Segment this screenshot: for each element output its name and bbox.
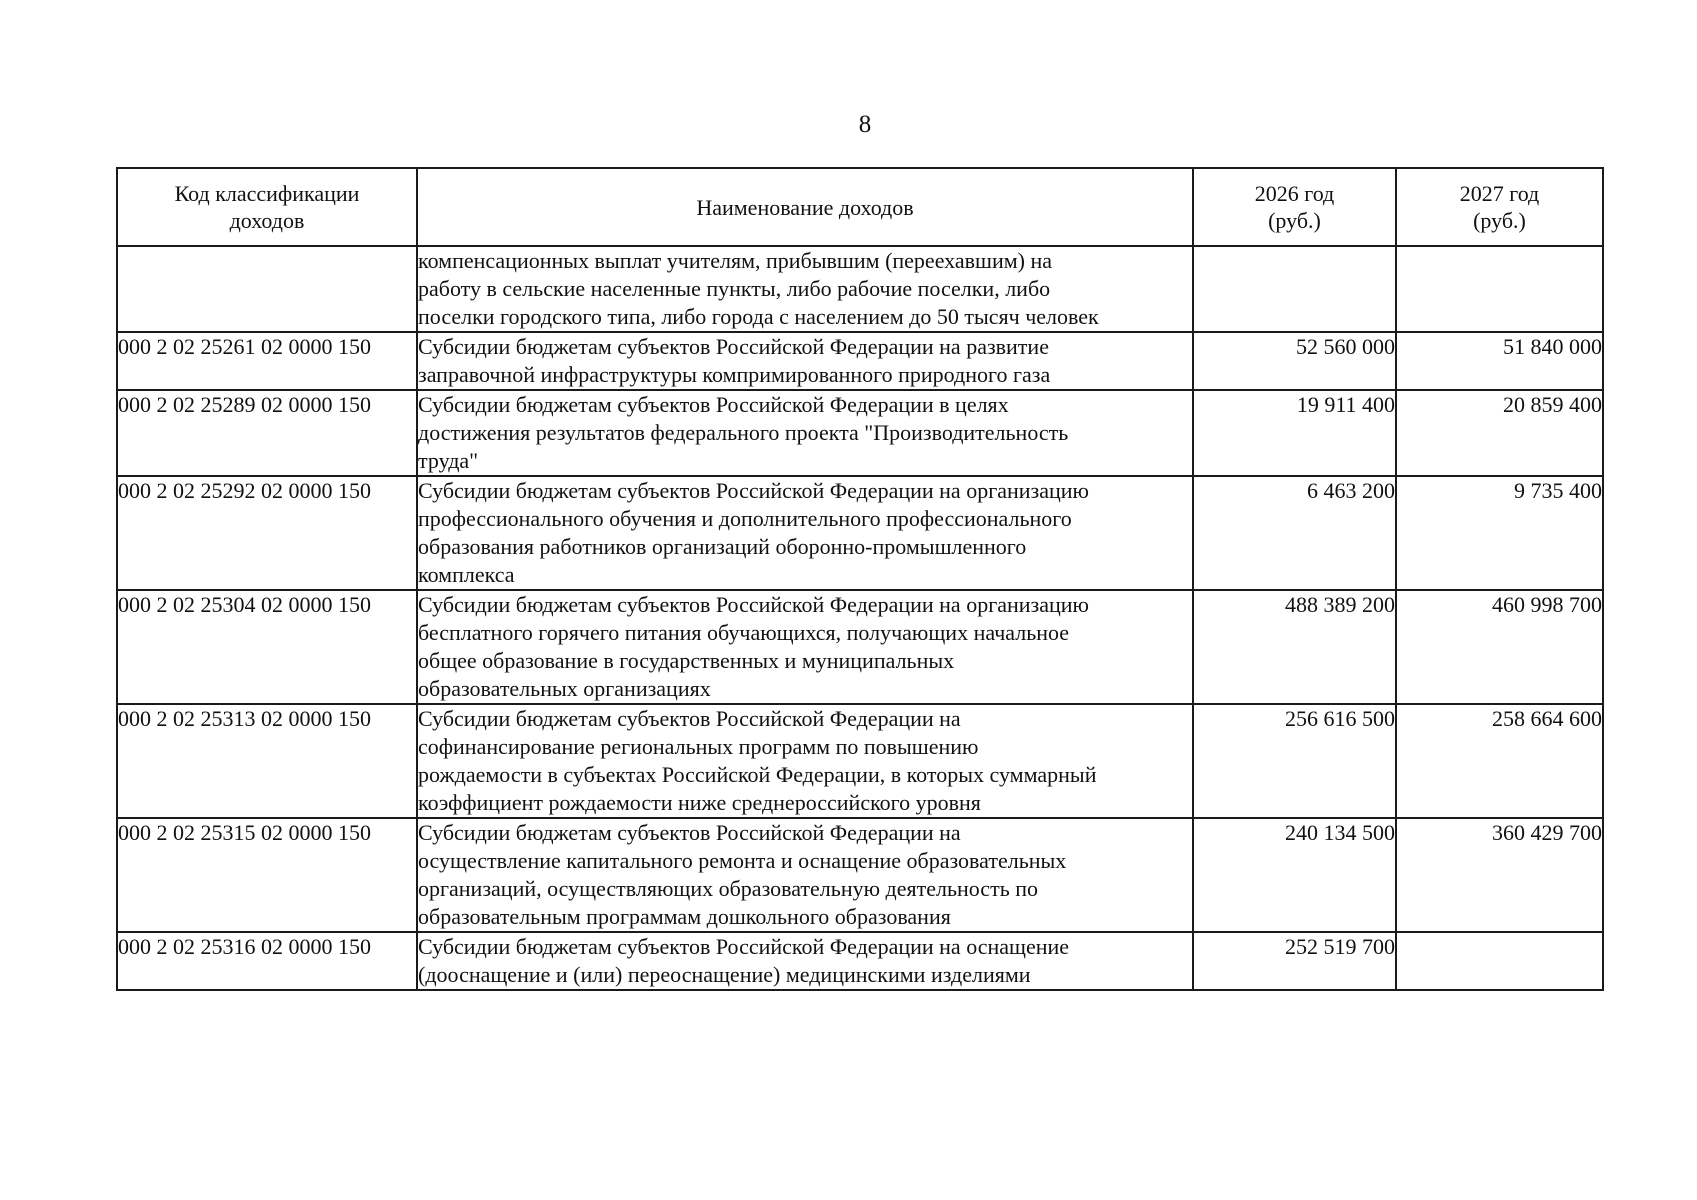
name-line: образования работников организаций оборонно-промышленного bbox=[418, 534, 1027, 559]
cell-code bbox=[117, 246, 417, 332]
cell-name bbox=[417, 590, 1193, 704]
cell-2027: 360 429 700 bbox=[1396, 818, 1603, 932]
table-row bbox=[117, 704, 1603, 818]
cell-code: 000 2 02 25316 02 0000 150 bbox=[117, 932, 417, 990]
header-name bbox=[417, 168, 1193, 246]
header-2026-line: (руб.) bbox=[1268, 208, 1321, 233]
cell-code: 000 2 02 25289 02 0000 150 bbox=[117, 390, 417, 476]
table-row bbox=[117, 476, 1603, 590]
cell-2027: 20 859 400 bbox=[1396, 390, 1603, 476]
table-row bbox=[117, 246, 1603, 332]
name-line: Субсидии бюджетам субъектов Российской Федерации на развитие bbox=[418, 334, 1049, 359]
cell-code: 000 2 02 25304 02 0000 150 bbox=[117, 590, 417, 704]
name-line: коэффициент рождаемости ниже среднероссийского уровня bbox=[418, 790, 981, 815]
header-2026 bbox=[1193, 168, 1396, 246]
cell-name bbox=[417, 476, 1193, 590]
cell-code: 000 2 02 25315 02 0000 150 bbox=[117, 818, 417, 932]
cell-name bbox=[417, 246, 1193, 332]
cell-2026: 488 389 200 bbox=[1193, 590, 1396, 704]
table-row bbox=[117, 818, 1603, 932]
name-line: Субсидии бюджетам субъектов Российской Федерации на организацию bbox=[418, 592, 1089, 617]
name-line: рождаемости в субъектах Российской Федерации, в которых суммарный bbox=[418, 762, 1097, 787]
name-line: Субсидии бюджетам субъектов Российской Федерации на оснащение bbox=[418, 934, 1070, 959]
name-line: компенсационных выплат учителям, прибывшим (переехавшим) на bbox=[418, 248, 1053, 273]
cell-code: 000 2 02 25292 02 0000 150 bbox=[117, 476, 417, 590]
name-line: профессионального обучения и дополнительного профессионального bbox=[418, 506, 1072, 531]
name-line: труда" bbox=[418, 448, 479, 473]
name-line: заправочной инфраструктуры компримированного природного газа bbox=[418, 362, 1051, 387]
cell-2026: 52 560 000 bbox=[1193, 332, 1396, 390]
page-number: 8 bbox=[858, 111, 872, 138]
cell-2027 bbox=[1396, 246, 1603, 332]
name-line: комплекса bbox=[418, 562, 515, 587]
cell-code: 000 2 02 25261 02 0000 150 bbox=[117, 332, 417, 390]
cell-2027: 460 998 700 bbox=[1396, 590, 1603, 704]
header-code bbox=[117, 168, 417, 246]
name-line: (дооснащение и (или) переоснащение) медицинскими изделиями bbox=[418, 962, 1031, 987]
cell-2027: 51 840 000 bbox=[1396, 332, 1603, 390]
header-code-line: доходов bbox=[229, 208, 305, 233]
cell-name bbox=[417, 390, 1193, 476]
table-row bbox=[117, 390, 1603, 476]
header-name-label: Наименование доходов bbox=[696, 194, 914, 220]
header-code-line: Код классификации bbox=[174, 181, 360, 206]
name-line: достижения результатов федерального проекта "Производительность bbox=[418, 420, 1069, 445]
cell-2027: 258 664 600 bbox=[1396, 704, 1603, 818]
name-line: образовательным программам дошкольного образования bbox=[418, 904, 951, 929]
cell-2027 bbox=[1396, 932, 1603, 990]
cell-2026: 252 519 700 bbox=[1193, 932, 1396, 990]
header-2027-line: 2027 год bbox=[1459, 181, 1540, 206]
name-line: организаций, осуществляющих образовательную деятельность по bbox=[418, 876, 1038, 901]
table-row bbox=[117, 932, 1603, 990]
name-line: образовательных организациях bbox=[418, 676, 711, 701]
table-header-row bbox=[117, 168, 1603, 246]
name-line: Субсидии бюджетам субъектов Российской Федерации на организацию bbox=[418, 478, 1089, 503]
income-table bbox=[116, 167, 1604, 991]
name-line: Субсидии бюджетам субъектов Российской Федерации в целях bbox=[418, 392, 1009, 417]
header-2026-line: 2026 год bbox=[1254, 181, 1335, 206]
name-line: Субсидии бюджетам субъектов Российской Федерации на bbox=[418, 706, 961, 731]
table-row bbox=[117, 590, 1603, 704]
cell-2026: 6 463 200 bbox=[1193, 476, 1396, 590]
cell-name bbox=[417, 818, 1193, 932]
cell-code: 000 2 02 25313 02 0000 150 bbox=[117, 704, 417, 818]
name-line: работу в сельские населенные пункты, либо рабочие поселки, либо bbox=[418, 276, 1051, 301]
cell-2026: 19 911 400 bbox=[1193, 390, 1396, 476]
header-2027-line: (руб.) bbox=[1473, 208, 1526, 233]
header-2027 bbox=[1396, 168, 1603, 246]
cell-name bbox=[417, 704, 1193, 818]
table-row bbox=[117, 332, 1603, 390]
name-line: поселки городского типа, либо города с населением до 50 тысяч человек bbox=[418, 304, 1099, 329]
cell-2026: 256 616 500 bbox=[1193, 704, 1396, 818]
name-line: бесплатного горячего питания обучающихся, получающих начальное bbox=[418, 620, 1070, 645]
name-line: Субсидии бюджетам субъектов Российской Федерации на bbox=[418, 820, 961, 845]
name-line: осуществление капитального ремонта и оснащение образовательных bbox=[418, 848, 1067, 873]
name-line: софинансирование региональных программ по повышению bbox=[418, 734, 979, 759]
cell-name bbox=[417, 332, 1193, 390]
cell-2026 bbox=[1193, 246, 1396, 332]
cell-name bbox=[417, 932, 1193, 990]
name-line: общее образование в государственных и муниципальных bbox=[418, 648, 955, 673]
cell-2026: 240 134 500 bbox=[1193, 818, 1396, 932]
cell-2027: 9 735 400 bbox=[1396, 476, 1603, 590]
